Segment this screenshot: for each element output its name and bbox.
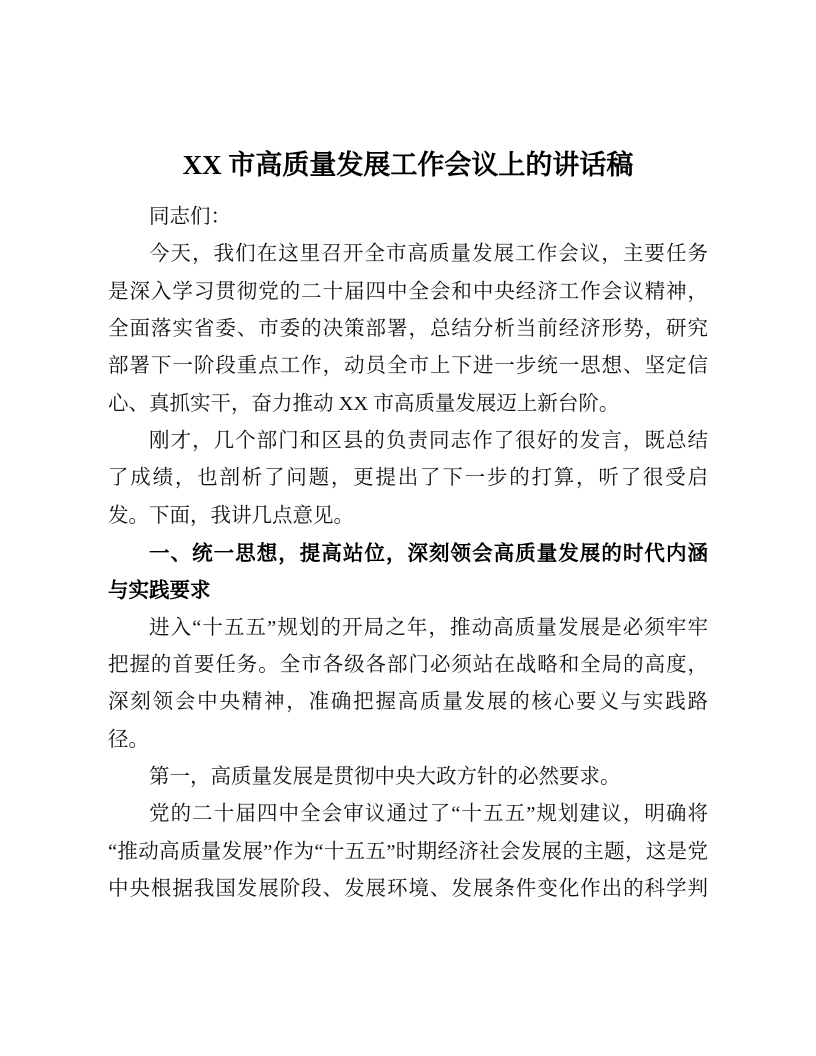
body-paragraph <box>108 423 708 535</box>
heading-line: 一、统一思想，提高站位，深刻领会高质量发展的时代内涵 <box>149 541 708 565</box>
greeting-paragraph <box>108 199 708 236</box>
text-line: 刚才，几个部门和区县的负责同志作了很好的发言，既总结 <box>149 429 708 452</box>
text-line: 是深入学习贯彻党的二十届四中全会和中央经济工作会议精神， <box>108 280 708 303</box>
text-line: 全面落实省委、市委的决策部署，总结分析当前经济形势，研究 <box>108 317 708 340</box>
text-line: 深刻领会中央精神，准确把握高质量发展的核心要义与实践路 <box>108 691 708 714</box>
text-line: 心、真抓实干，奋力推动 XX 市高质量发展迈上新台阶。 <box>108 392 620 415</box>
text-line: 中央根据我国发展阶段、发展环境、发展条件变化作出的科学判 <box>108 877 708 900</box>
subpoint-paragraph <box>108 759 708 796</box>
body-paragraph <box>108 796 708 908</box>
document-body <box>108 199 708 908</box>
heading-line: 与实践要求 <box>108 579 211 603</box>
text-line: 径。 <box>108 728 149 751</box>
text-line: 第一，高质量发展是贯彻中央大政方针的必然要求。 <box>149 765 621 788</box>
text-line: “推动高质量发展”作为“十五五”时期经济社会发展的主题，这是党 <box>108 840 708 863</box>
text-line: 党的二十届四中全会审议通过了“十五五”规划建议，明确将 <box>149 803 708 826</box>
text-line: 部署下一阶段重点工作，动员全市上下进一步统一思想、坚定信 <box>108 355 708 378</box>
text-line: 了成绩，也剖析了问题，更提出了下一步的打算，听了很受启 <box>108 467 708 490</box>
opening-paragraph <box>108 236 708 423</box>
text-line: 发。下面，我讲几点意见。 <box>108 504 354 527</box>
text-line: 同志们： <box>149 206 231 228</box>
text-line: 把握的首要任务。全市各级各部门必须站在战略和全局的高度， <box>108 653 708 676</box>
text-line: 进入“十五五”规划的开局之年，推动高质量发展是必须牢牢 <box>149 616 708 639</box>
text-line: 今天，我们在这里召开全市高质量发展工作会议，主要任务 <box>149 243 708 266</box>
body-paragraph <box>108 610 708 759</box>
page-title: XX 市高质量发展工作会议上的讲话稿 <box>182 150 634 180</box>
section-heading <box>108 535 708 610</box>
